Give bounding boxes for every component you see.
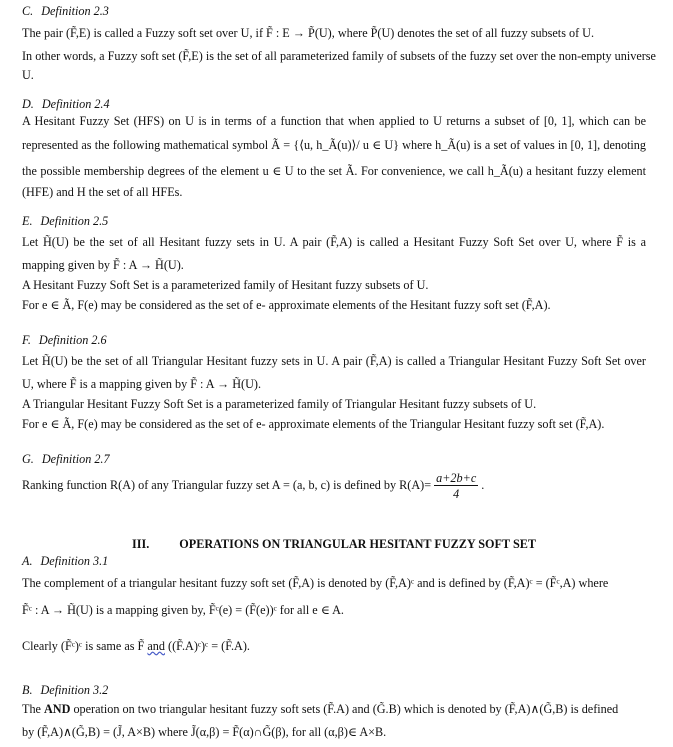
ranking-end: . [481, 478, 485, 492]
definition-2-4-line-1: A Hesitant Fuzzy Set (HFS) on U is in terms of a function that when applied to U returns a subset of [0, 1], which can be [22, 114, 646, 128]
definition-2-5-line-3: A Hesitant Fuzzy Soft Set is a parameterized family of Hesitant fuzzy subsets of U. [22, 278, 429, 292]
heading-title: Definition 2.5 [40, 214, 109, 228]
definition-3-1-line-3 [22, 640, 646, 652]
definition-2-3-heading [22, 5, 646, 17]
definition-2-5-heading [22, 215, 646, 227]
ranking-fraction [434, 472, 478, 500]
heading-title: Definition 3.2 [40, 683, 109, 697]
and-word: and [147, 639, 165, 653]
heading-letter: G. [22, 452, 34, 466]
definition-3-1-line-2: F̃ᶜ : A → H̃(U) is a mapping given by, F̃ᶜ(e) = (F̃(e))ᶜ for all e ∈ A. [22, 603, 344, 617]
definition-2-3-line-3: U. [22, 68, 34, 82]
clearly-text: Clearly (F̃ᶜ)ᶜ is same as F̃ [22, 639, 145, 653]
section-number: III. [132, 537, 150, 551]
heading-title: Definition 2.3 [41, 4, 109, 18]
definition-3-1-line-1: The complement of a triangular hesitant fuzzy soft set (F̃,A) is denoted by (F̃,A)ᶜ and is defined by (F̃,A)ᶜ = (F̃ᶜ,A) where [22, 576, 609, 590]
definition-2-6-line-3: A Triangular Hesitant Fuzzy Soft Set is a parameterized family of Triangular Hesitant fuzzy subsets of U. [22, 397, 537, 411]
heading-title: Definition 2.6 [38, 333, 107, 347]
heading-title: Definition 2.4 [41, 97, 110, 111]
and-op-bold: AND [44, 702, 71, 716]
definition-3-2-line-2: by (F̃,A)∧(G̃,B) = (J̃, A×B) where J̃(α,β) = F̃(α)∩G̃(β), for all (α,β)∈ A×B. [22, 725, 387, 739]
definition-2-5-line-4: For e ∈ Ã, F(e) may be considered as the set of e- approximate elements of the Hesitant fuzzy soft set (F̃,A). [22, 298, 551, 312]
heading-letter: E. [22, 214, 33, 228]
heading-letter: A. [22, 554, 33, 568]
definition-2-3-line-1: The pair (F̃,E) is called a Fuzzy soft set over U, if F̃ : E → P̃(U), where P̃(U) denotes the set of all fuzzy subsets of U. [22, 26, 595, 40]
and-op-post: operation on two triangular hesitant fuzzy soft sets (F̃.A) and (G̃.B) which is denoted by (F̃,A)∧(G̃,B) is defined [73, 702, 619, 716]
definition-2-5-line-2: mapping given by F̃ : A → H̃(U). [22, 258, 184, 272]
definition-2-6-line-4: For e ∈ Ã, F(e) may be considered as the set of e- approximate elements of the Triangular Hesitant fuzzy soft set (F̃,A). [22, 417, 605, 431]
heading-title: Definition 3.1 [40, 554, 109, 568]
definition-2-6-line-1: Let H̃(U) be the set of all Triangular Hesitant fuzzy sets in U. A pair (F̃,A) is called a Triangular Hesitant Fuzzy Soft Set over [22, 354, 646, 368]
definition-2-7-line-1 [22, 472, 646, 500]
definition-3-1-heading [22, 555, 646, 567]
definition-2-4-line-2: represented as the following mathematical symbol Ã = {⟨u, h_Ã(u)⟩/ u ∈ U} where h_Ã(u) is a set of values in [0, 1], denoting [22, 138, 646, 152]
heading-letter: C. [22, 4, 34, 18]
section-title: OPERATIONS ON TRIANGULAR HESITANT FUZZY SOFT SET [179, 537, 536, 551]
section-heading [22, 538, 646, 550]
fraction-numerator: a+2b+c [436, 471, 477, 485]
heading-letter: B. [22, 683, 33, 697]
definition-3-2-line-1 [22, 703, 646, 715]
definition-2-3-line-2: In other words, a Fuzzy soft set (F̃,E) is the set of all parameterized family of subsets of the fuzzy set over the non-empty universe [22, 49, 656, 63]
heading-letter: F. [22, 333, 31, 347]
definition-2-4-line-3: the possible membership degrees of the element u ∈ U to the set Ã. For convenience, we call h_Ã(u) a hesitant fuzzy element [22, 164, 646, 178]
heading-letter: D. [22, 97, 34, 111]
heading-title: Definition 2.7 [41, 452, 110, 466]
definition-2-6-line-2: U, where F̃ is a mapping given by F̃ : A → H̃(U). [22, 377, 261, 391]
ranking-text: Ranking function R(A) of any Triangular fuzzy set A = (a, b, c) is defined by R(A)= [22, 478, 432, 492]
fraction-denominator: 4 [453, 487, 460, 502]
definition-2-6-heading [22, 334, 646, 346]
and-op-pre: The [22, 702, 41, 716]
definition-2-4-heading [22, 98, 646, 110]
clearly-equation: ((F̃.A)ᶜ)ᶜ = (F̃.A). [168, 639, 250, 653]
definition-2-4-line-4: (HFE) and H the set of all HFEs. [22, 185, 183, 199]
definition-2-5-line-1: Let H̃(U) be the set of all Hesitant fuzzy sets in U. A pair (F̃,A) is called a Hesitant Fuzzy Soft Set over U, where F̃ is a [22, 235, 646, 249]
definition-2-7-heading [22, 453, 646, 465]
definition-3-2-heading [22, 684, 646, 696]
